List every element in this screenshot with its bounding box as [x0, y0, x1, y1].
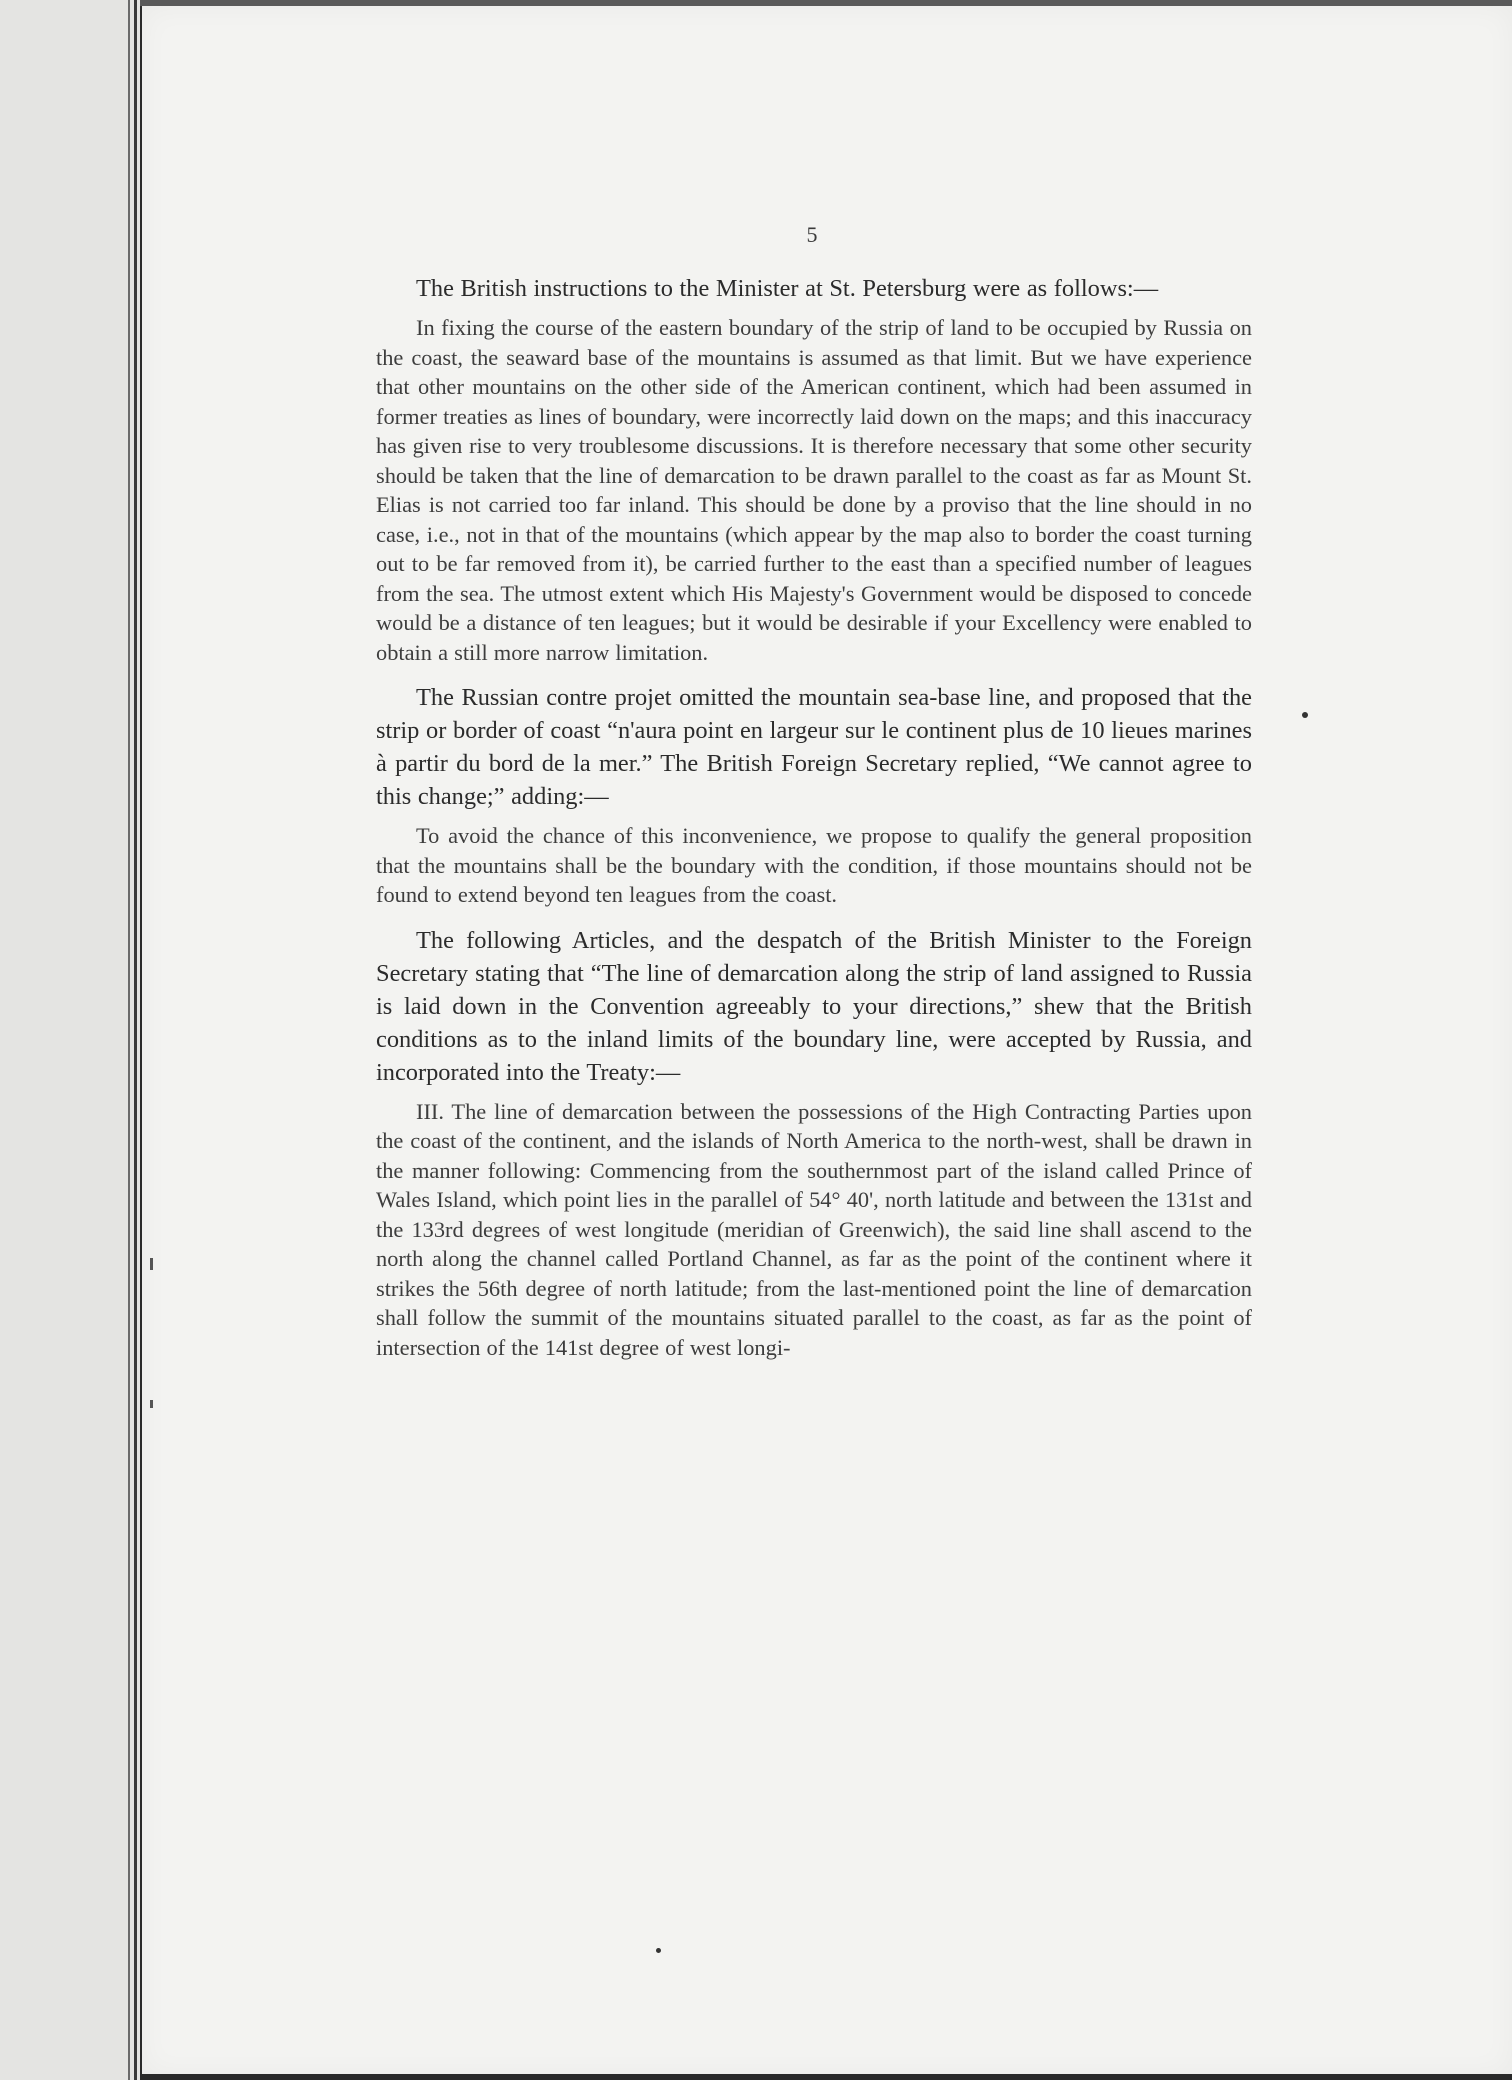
top-edge [140, 0, 1512, 6]
bottom-edge [140, 2074, 1512, 2080]
paragraph-russian-contre-projet: The Russian contre projet omitted the mountain sea-base line, and proposed that the strip or border of coast “n'aura point en largeur sur le continent plus de 10 lieues marines à partir du bord de la mer.” The British Foreign Secretary replied, “We cannot agree to this change;” adding:— [376, 684, 1252, 810]
margin-mark [150, 1400, 153, 1408]
ink-speck [656, 1948, 661, 1953]
binding-edge [134, 0, 137, 2080]
quote-article-three: III. The line of demarcation between the possessions of the High Contracting Parties upon the coast of the continent, and the islands of North America to the north-west, shall be drawn in the manner following: Commencing from the southernmost part of the island called Prince of Wales Island, which point lies in the parallel of 54° 40', north latitude and between the 131st and the 133rd degrees of west longitude (meridian of Greenwich), the said line shall ascend to the north along the channel called Portland Channel, as far as the point of the continent where it strikes the 56th degree of north latitude; from the last-mentioned point the line of demarcation shall follow the summit of the mountains situated parallel to the coast, as far as the point of intersection of the 141st degree of west longi- [376, 1098, 1252, 1360]
paragraph-following-articles: The following Articles, and the despatch of the British Minister to the Foreign Secretary stating that “The line of demarcation along the strip of land assigned to Russia is laid down in the Convention agreeably to your directions,” shew that the British conditions as to the inland limits of the boundary line, were accepted by Russia, and incorporated into the Treaty:— [376, 926, 1252, 1086]
page-number: 5 [806, 222, 818, 247]
body-text [376, 272, 1252, 1362]
quote-british-instructions: In fixing the course of the eastern boundary of the strip of land to be occupied by Russia on the coast, the seaward base of the mountains is assumed as that limit. But we have experience that other mountains on the other side of the American continent, which had been assumed in former treaties as lines of boundary, were incorrectly laid down on the maps; and this inaccuracy has given rise to very troublesome discussions. It is therefore necessary that some other security should be taken that the line of demarcation to be drawn parallel to the coast as far as Mount St. Elias is not carried too far inland. This should be done by a proviso that the line should in no case, i.e., not in that of the mountains (which appear by the map also to border the coast turning out to be far removed from it), be carried further to the east than a specified number of leagues from the sea. The utmost extent which His Majesty's Government would be disposed to concede would be a distance of ten leagues; but it would be desirable if your Excellency were enabled to obtain a still more narrow limitation. [376, 315, 1252, 665]
margin-mark [150, 1258, 153, 1270]
binding-edge-outer [128, 0, 130, 2080]
ink-speck [1302, 712, 1308, 718]
quote-qualify-proposition: To avoid the chance of this inconvenience, we propose to qualify the general proposition that the mountains shall be the boundary with the condition, if those mountains should not be found to extend beyond ten leagues from the coast. [376, 823, 1252, 907]
paragraph-intro: The British instructions to the Minister at St. Petersburg were as follows:— [416, 275, 1159, 302]
